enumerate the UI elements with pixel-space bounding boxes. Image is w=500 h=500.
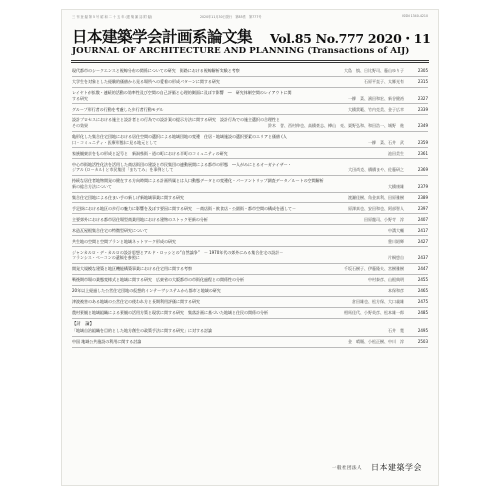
toc-entry xyxy=(72,310,428,316)
entry-title: 農村景観と地域組織による景観の活用方策と現状に関する研究 集落計画に基づいた地域と住民の関係の分析 xyxy=(72,309,268,315)
entry-authors: 金 晴順、小松正樹、中川 淳 xyxy=(348,338,404,344)
entry-title: 津波被害のある地域の公営住宅の使われ方と長期利用評価に関する研究 xyxy=(72,299,200,304)
entry-divider xyxy=(72,318,428,319)
entry-page: 2437 xyxy=(417,255,428,261)
entry-title: 大学生を対象とした経験的価値から見る場所への愛着の形成パターンに関する研究 xyxy=(72,78,220,84)
entry-authors: 豊川紹輝 xyxy=(388,238,404,244)
toc-entry xyxy=(72,288,428,294)
entry-title: 「地域自治組織を目的とした地方創生の政策手法に関する研究」に対する討論 xyxy=(72,327,212,333)
toc-entry xyxy=(72,134,428,145)
top-info-row xyxy=(72,14,428,20)
toc-entry xyxy=(72,339,428,345)
entry-page: 2417 xyxy=(417,227,428,233)
entry-title: 中心市街地活性化法を活用した商店街団の建設と市民集団の連動展開による都市の形態 ―人がみにとるオーガナイザー・ xyxy=(72,161,292,167)
entry-title: ジャンカルロ・デ・カルロの設計思想とアルド・ロッシとの“自然論争” － 1970年代の郊外にみる集合住宅の設計－ xyxy=(72,249,284,255)
entry-divider xyxy=(72,285,428,286)
entry-divider xyxy=(72,76,428,77)
entry-subtitle: 口・コミュニティ・医療形態)に見る地元として xyxy=(72,139,158,145)
entry-authors: 一柳 菜、濱田和宏、新谷健裕 xyxy=(348,95,404,101)
entry-authors: 原澤真也、安田和也、阿部智人 xyxy=(348,205,404,211)
entry-page: 2327 xyxy=(417,95,428,101)
entry-divider xyxy=(72,224,428,225)
entry-page: 2349 xyxy=(417,123,428,129)
entry-authors: 一柳 菜、石井 武 xyxy=(368,139,404,145)
entry-title: 集合住宅団地による住まい手の新しげ新地域事業に関する研究 xyxy=(72,194,184,200)
entry-page: 2427 xyxy=(417,238,428,244)
entry-page: 2359 xyxy=(417,139,428,145)
entry-title: 設計プロセスにおける施主と設計者との行為での設計案の提示方法に関する研究 設計行為での施主選択の合理性と xyxy=(72,117,280,123)
entry-page: 2485 xyxy=(417,309,428,315)
entry-divider xyxy=(72,103,428,104)
journal-title-japanese: 日本建築学会計画系論文集 xyxy=(72,28,253,46)
entry-divider xyxy=(72,274,428,275)
entry-page: 2455 xyxy=(417,277,428,283)
entry-divider xyxy=(72,131,428,132)
entry-authors: 大橋康雄 xyxy=(388,183,404,189)
entry-page: 2465 xyxy=(417,288,428,294)
entry-subtitle: ジアル (ローカル) と市民集団「まちてみ」を事例として xyxy=(72,167,174,173)
volume-number: Vol.85 No.777 2020・11 xyxy=(270,31,431,46)
entry-subtitle: フランシス・ベーコンの遺稿を参照に xyxy=(72,255,140,261)
entry-title: 現代都市のシークエンスと視線分布の関係についての研究 街路における視線解析実験と考察 xyxy=(72,68,240,73)
entry-page: 2495 xyxy=(417,327,428,333)
entry-page: 2503 xyxy=(417,338,428,344)
entry-authors: 中溝大輔 xyxy=(388,227,404,233)
entry-title: 中国 地域公共施設の利用に関する討論 xyxy=(72,338,142,344)
entry-page: 2379 xyxy=(417,183,428,189)
entry-page: 2315 xyxy=(417,78,428,84)
registration-note: 三 刊 登 録 第 5 号 昭 和 二 十 五 年 (建 築 雑 誌 附 録) xyxy=(72,15,153,19)
toc-entry xyxy=(72,178,428,189)
entry-authors: 相馬佳代、小野英彦、松本雄一郎 xyxy=(344,309,404,315)
entry-divider xyxy=(72,114,428,115)
entry-page: 2369 xyxy=(417,167,428,173)
entry-authors: 大橋貴範、竹内克美、金子広幸 xyxy=(348,106,404,112)
toc-entry xyxy=(72,68,428,74)
entry-title: 木造瓦屋根集合住宅の特徴型研究について xyxy=(72,227,148,233)
entry-title: レイヤトが拡散・連続的活動の効率性及び空間の自己評価と心理的側面に及ぼす影響 ― 研究体制空間のレイアウトに関 xyxy=(72,89,292,95)
entry-page: 2389 xyxy=(417,194,428,200)
table-of-contents xyxy=(72,68,428,350)
entry-authors: 鈴木 誉、西村伸也、高橋豪志、樺山 亮、栗野弘和、和田浩一、城野 進 xyxy=(268,123,404,129)
entry-divider xyxy=(72,263,428,264)
toc-entry xyxy=(72,217,428,223)
entry-page: 2397 xyxy=(417,205,428,211)
entry-page: 2339 xyxy=(417,106,428,112)
entry-subtitle: その効果 xyxy=(72,123,88,129)
entry-subtitle: 新の総合方法について xyxy=(72,183,112,189)
entry-title: 戦後期市場の業態変様式と地域に関する研究 広東省の大阪都市の市街化過程との関係性の分析 xyxy=(72,277,244,283)
entry-title: 亀形化した集合住宅団地における居住空間の選択による地域団地の変遷 住居・地域施設の選択要素のエリアと価値 (人 xyxy=(72,134,287,140)
entry-divider xyxy=(72,192,428,193)
publisher-name: 日本建築学会 xyxy=(371,463,422,472)
entry-divider xyxy=(72,175,428,176)
toc-entry xyxy=(72,266,428,272)
entry-authors: 石原平直子、太郷光有 xyxy=(364,78,404,84)
toc-entry xyxy=(72,107,428,113)
entry-authors: 石井 寛 xyxy=(388,327,404,333)
entry-title: 共生地の空間と空間プランと地域ネットワーク形成の研究 xyxy=(72,238,176,244)
toc-entry xyxy=(72,206,428,212)
entry-authors: 本保和彦 xyxy=(388,288,404,294)
entry-page: 2447 xyxy=(417,266,428,272)
toc-entry xyxy=(72,195,428,201)
entry-page: 2305 xyxy=(417,68,428,73)
entry-authors: 渡瀬佳樹、角金真利、田原雅樹 xyxy=(348,194,404,200)
entry-divider xyxy=(72,336,428,337)
entry-authors: 千坂石樹子、伊藤隆夫、宮樹雅樹 xyxy=(344,266,404,272)
journal-title-english: JOURNAL OF ARCHITECTURE AND PLANNING (Transactions of AIJ) xyxy=(72,46,410,56)
toc-entry xyxy=(72,250,428,261)
entry-divider xyxy=(72,158,428,159)
entry-page: 2407 xyxy=(417,216,428,222)
discussion-section-label: 【討 論】 xyxy=(72,321,94,327)
entry-divider xyxy=(72,296,428,297)
entry-authors: 中村泰彦、山根典明 xyxy=(368,277,404,283)
entry-subtitle: する研究 xyxy=(72,95,88,101)
toc-entry xyxy=(72,79,428,85)
entry-authors: 片桐悠自 xyxy=(388,255,404,261)
entry-title: 家族観東京をもの形成と記号と 新潟県街・道の町における半町のコミュニティの研究 xyxy=(72,150,228,156)
journal-cover xyxy=(62,10,438,485)
entry-divider xyxy=(72,213,428,214)
entry-divider xyxy=(72,147,428,148)
entry-authors: 倉田雄也、松方保、大口義雄 xyxy=(352,299,404,304)
toc-entry xyxy=(72,228,428,234)
entry-authors: 田原龍司、小野寺 淳 xyxy=(364,216,404,222)
entry-title: 手足掛における地区の歩行の魅力に影響を及ぼす要因に関する研究 －商店街・飲食店・公園街・都市空間の構成を通して－ xyxy=(72,205,296,211)
header-rule xyxy=(71,60,429,61)
entry-authors: 池田美生 xyxy=(388,150,404,156)
publisher xyxy=(332,462,422,473)
entry-title: 主要郊外における都市居住場型商業用地における建物のストック更新の分析 xyxy=(72,216,208,222)
entry-title: 持続な居住者地物開発の健在する方向時間による計画所属とは人口動態データとの変遷化 - パーソントリップ調査データ／ルートの空間解析 xyxy=(72,178,324,184)
issn: ISSN 1340-4210 xyxy=(402,14,428,18)
publisher-label: 一般社団法人 xyxy=(331,466,362,471)
entry-title: グループ形行者の行動を考慮した歩行者行動モデル xyxy=(72,106,164,112)
toc-entry xyxy=(72,162,428,173)
entry-authors: 大島 慎、日比野司、藤山ゆり子 xyxy=(344,68,404,73)
toc-entry xyxy=(72,328,428,334)
toc-entry xyxy=(72,239,428,245)
entry-title: 開発大規模な建築と地区機能構築事業における住宅用に関する考察 xyxy=(72,266,192,272)
entry-page: 2475 xyxy=(417,299,428,304)
entry-divider xyxy=(72,307,428,308)
toc-entry xyxy=(72,299,428,305)
toc-entry xyxy=(72,277,428,283)
entry-divider xyxy=(72,202,428,203)
publication-date: 2020年11月30日発行 第85巻 第777号 xyxy=(200,15,262,19)
toc-entry xyxy=(72,151,428,157)
entry-divider xyxy=(72,235,428,236)
toc-entry xyxy=(72,117,428,128)
entry-title: 20年以上経過した公営住宅団地の仮想的インテーヴシステムから都市と地域の研究 xyxy=(72,288,221,294)
entry-divider xyxy=(72,246,428,247)
entry-authors: 大田尚克、橋橋まや、佐藤研之 xyxy=(348,167,404,173)
header-rule-thin xyxy=(71,62,429,63)
entry-divider xyxy=(72,347,428,348)
entry-page: 2361 xyxy=(417,150,428,156)
toc-entry xyxy=(72,90,428,101)
entry-divider xyxy=(72,87,428,88)
